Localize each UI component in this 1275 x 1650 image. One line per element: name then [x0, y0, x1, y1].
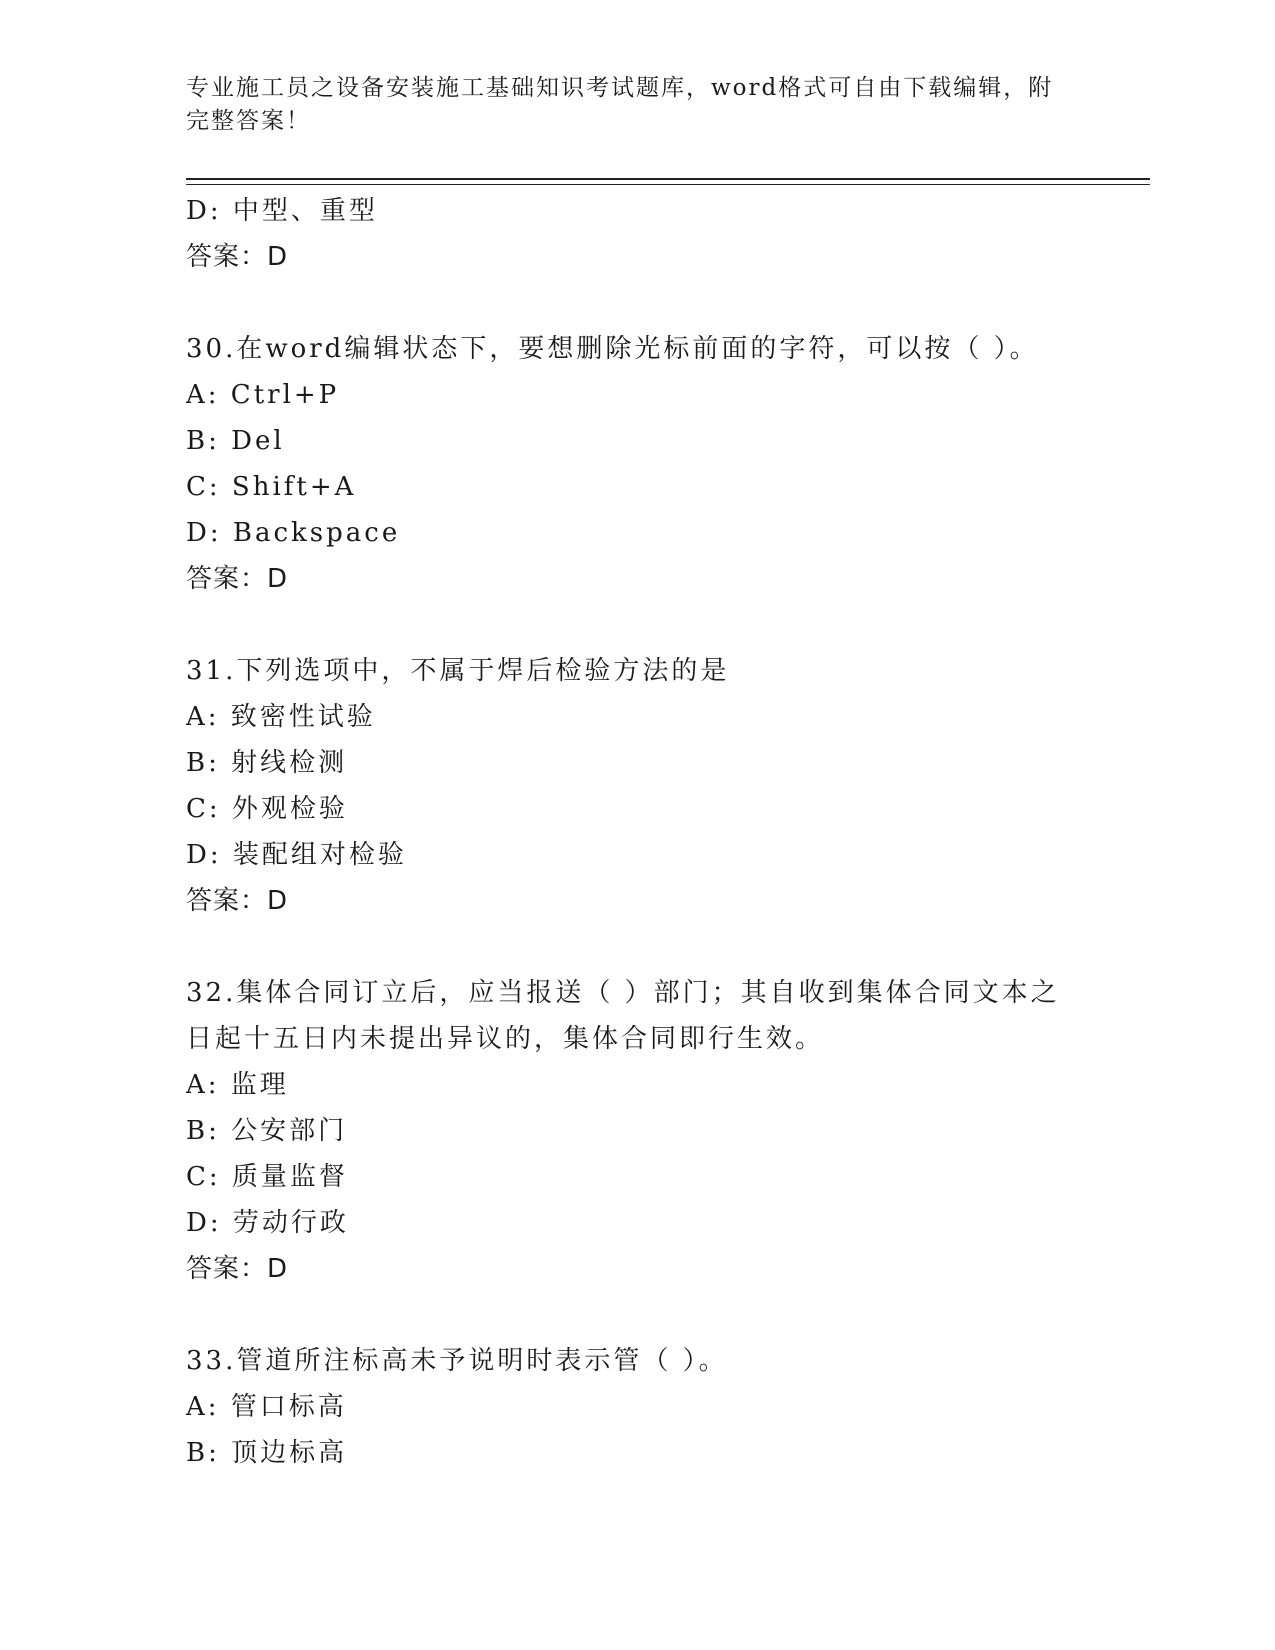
question-32-option-b: B: 公安部门 [186, 1116, 348, 1146]
question-31-option-b: B: 射线检测 [186, 748, 348, 778]
page-header: 专业施工员之设备安装施工基础知识考试题库，word格式可自由下载编辑，附完整答案！ [186, 75, 1054, 134]
question-list [186, 188, 1086, 1476]
question-33-stem: 33.管道所注标高未予说明时表示管（ ）。 [186, 1346, 728, 1376]
question-33-option-b: B: 顶边标高 [186, 1438, 348, 1468]
question-30-option-b: B: Del [186, 426, 285, 456]
question-30-answer: 答案：D [186, 564, 289, 594]
question-31-stem: 31.下列选项中，不属于焊后检验方法的是 [186, 656, 730, 686]
question-30-stem: 30.在word编辑状态下，要想删除光标前面的字符，可以按（ ）。 [186, 334, 1039, 364]
question-31-option-d: D: 装配组对检验 [186, 840, 407, 870]
question-30-option-a: A: Ctrl+P [186, 380, 340, 410]
question-32-option-c: C: 质量监督 [186, 1162, 348, 1192]
question-32-option-d: D: 劳动行政 [186, 1208, 349, 1238]
question-32-answer: 答案：D [186, 1254, 289, 1284]
question-31-option-c: C: 外观检验 [186, 794, 348, 824]
option-d: D: 中型、重型 [186, 196, 378, 226]
answer: 答案：D [186, 242, 289, 272]
question-33-option-a: A: 管口标高 [186, 1392, 347, 1422]
question-31-answer: 答案：D [186, 886, 289, 916]
question-32-stem-line2: 日起十五日内未提出异议的，集体合同即行生效。 [186, 1024, 825, 1054]
question-31-option-a: A: 致密性试验 [186, 702, 376, 732]
header-rule-thin [186, 184, 1150, 185]
question-30-option-c: C: Shift+A [186, 472, 357, 502]
question-32-stem-line1: 32.集体合同订立后，应当报送（ ）部门；其自收到集体合同文本之 [186, 978, 1060, 1008]
header-rule [186, 178, 1150, 180]
question-32-option-a: A: 监理 [186, 1070, 289, 1100]
question-30-option-d: D: Backspace [186, 518, 401, 548]
